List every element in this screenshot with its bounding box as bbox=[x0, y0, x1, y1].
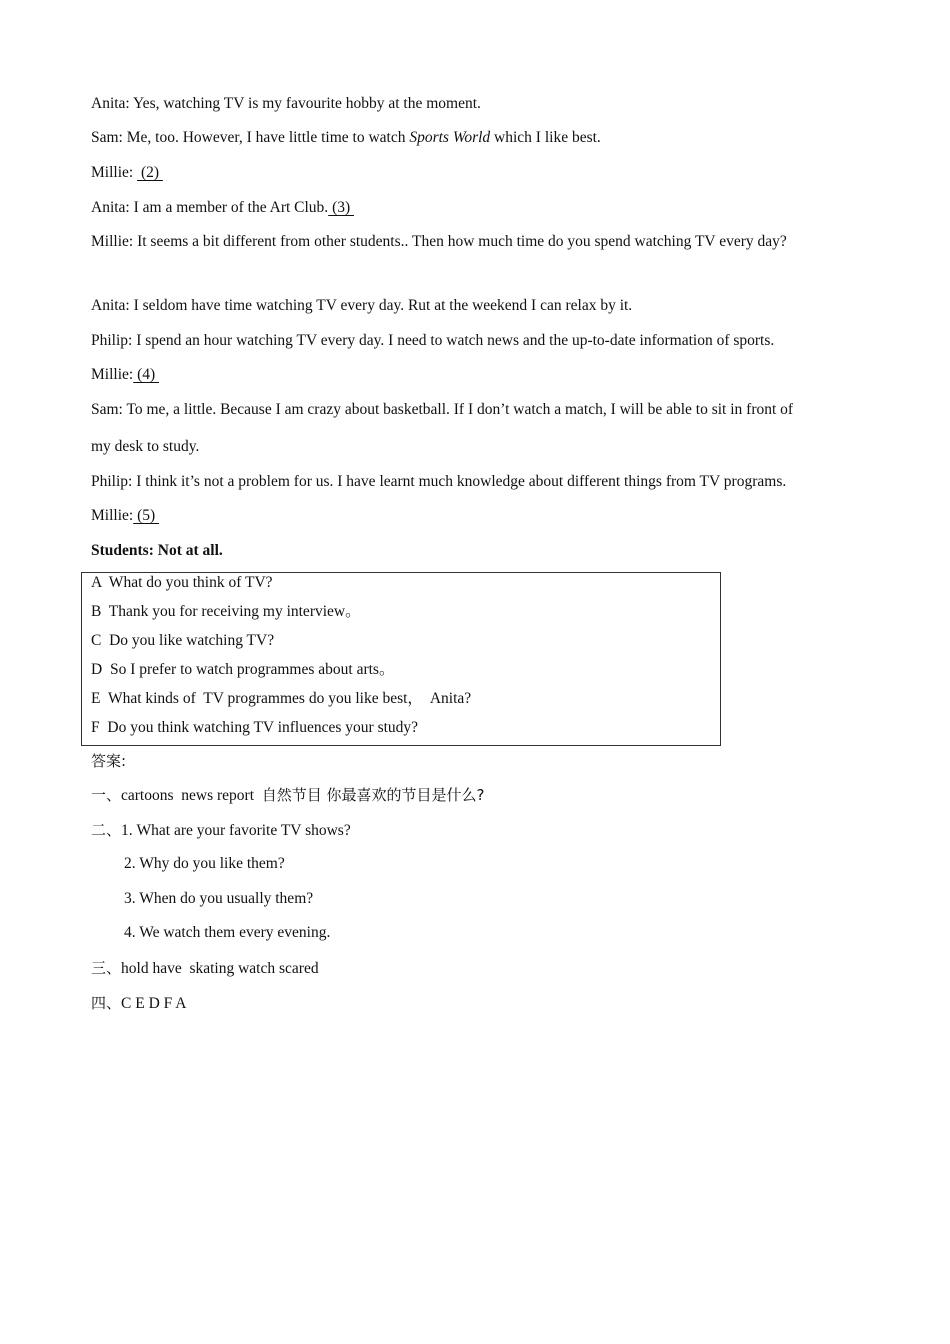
dialogue-line-millie-4 bbox=[91, 506, 159, 526]
section-2-item-4: 4. We watch them every evening. bbox=[124, 924, 331, 941]
options-box bbox=[81, 572, 721, 746]
dialogue-line-sam-2-cont: my desk to study. bbox=[91, 438, 200, 455]
dialogue-line-millie-3 bbox=[91, 365, 159, 385]
answer-section-4 bbox=[91, 993, 186, 1014]
section-4-label: 四、 bbox=[91, 994, 122, 1012]
option-a: A What do you think of TV? bbox=[91, 574, 273, 591]
section-4-text: C E D F A bbox=[121, 995, 187, 1012]
millie-label: Millie: bbox=[91, 507, 134, 524]
section-3-text: hold have skating watch scared bbox=[121, 960, 319, 977]
dialogue-line-sam-2: Sam: To me, a little. Because I am crazy about basketball. If I don’t watch a match, I will be able to sit in front of bbox=[91, 401, 794, 418]
option-d: D So I prefer to watch programmes about arts。 bbox=[91, 661, 395, 678]
answer-section-2 bbox=[91, 820, 351, 841]
dialogue-line-philip-2: Philip: I think it’s not a problem for us. I have learnt much knowledge about different things from TV programs. bbox=[91, 473, 787, 490]
millie-label: Millie: bbox=[91, 366, 134, 383]
dialogue-line-philip-1: Philip: I spend an hour watching TV every day. I need to watch news and the up-to-date information of sports. bbox=[91, 332, 775, 349]
dialogue-line-anita-2 bbox=[91, 198, 354, 218]
dialogue-line-anita-1: Anita: Yes, watching TV is my favourite hobby at the moment. bbox=[91, 95, 481, 112]
section-2-item-1: 1. What are your favorite TV shows? bbox=[121, 822, 351, 839]
option-e: E What kinds of TV programmes do you like best， Anita? bbox=[91, 690, 472, 707]
answer-section-1 bbox=[91, 785, 485, 806]
sam-line-end: which I like best. bbox=[490, 129, 601, 146]
dialogue-line-students: Students: Not at all. bbox=[91, 542, 223, 559]
answer-section-3 bbox=[91, 958, 319, 979]
dialogue-line-anita-3: Anita: I seldom have time watching TV every day. Rut at the weekend I can relax by it. bbox=[91, 297, 633, 314]
section-1-label: 一、 bbox=[91, 786, 122, 804]
section-1-chinese: 自然节目 你最喜欢的节目是什么? bbox=[261, 786, 485, 804]
option-f: F Do you think watching TV influences your study? bbox=[91, 719, 419, 736]
sam-line-start: Sam: Me, too. However, I have little time to watch bbox=[91, 129, 410, 146]
section-2-item-2: 2. Why do you like them? bbox=[124, 855, 285, 872]
section-3-label: 三、 bbox=[91, 959, 122, 977]
blank-5: (5) bbox=[133, 507, 160, 524]
millie-label: Millie: bbox=[91, 164, 138, 181]
answers-heading: 答案: bbox=[91, 752, 127, 770]
section-2-label: 二、 bbox=[91, 821, 122, 839]
section-2-item-3: 3. When do you usually them? bbox=[124, 890, 314, 907]
dialogue-line-millie-1 bbox=[91, 163, 163, 183]
sports-world-title: Sports World bbox=[409, 129, 491, 146]
anita-line-text: Anita: I am a member of the Art Club. bbox=[91, 199, 329, 216]
blank-4: (4) bbox=[133, 366, 160, 383]
blank-2: (2) bbox=[137, 164, 163, 181]
blank-3: (3) bbox=[328, 199, 355, 216]
dialogue-line-sam-1 bbox=[91, 128, 601, 148]
option-c: C Do you like watching TV? bbox=[91, 632, 275, 649]
section-1-english: cartoons news report bbox=[121, 787, 262, 804]
option-b: B Thank you for receiving my interview。 bbox=[91, 603, 361, 620]
dialogue-line-millie-2: Millie: It seems a bit different from other students.. Then how much time do you spend watching TV every day? bbox=[91, 233, 787, 250]
